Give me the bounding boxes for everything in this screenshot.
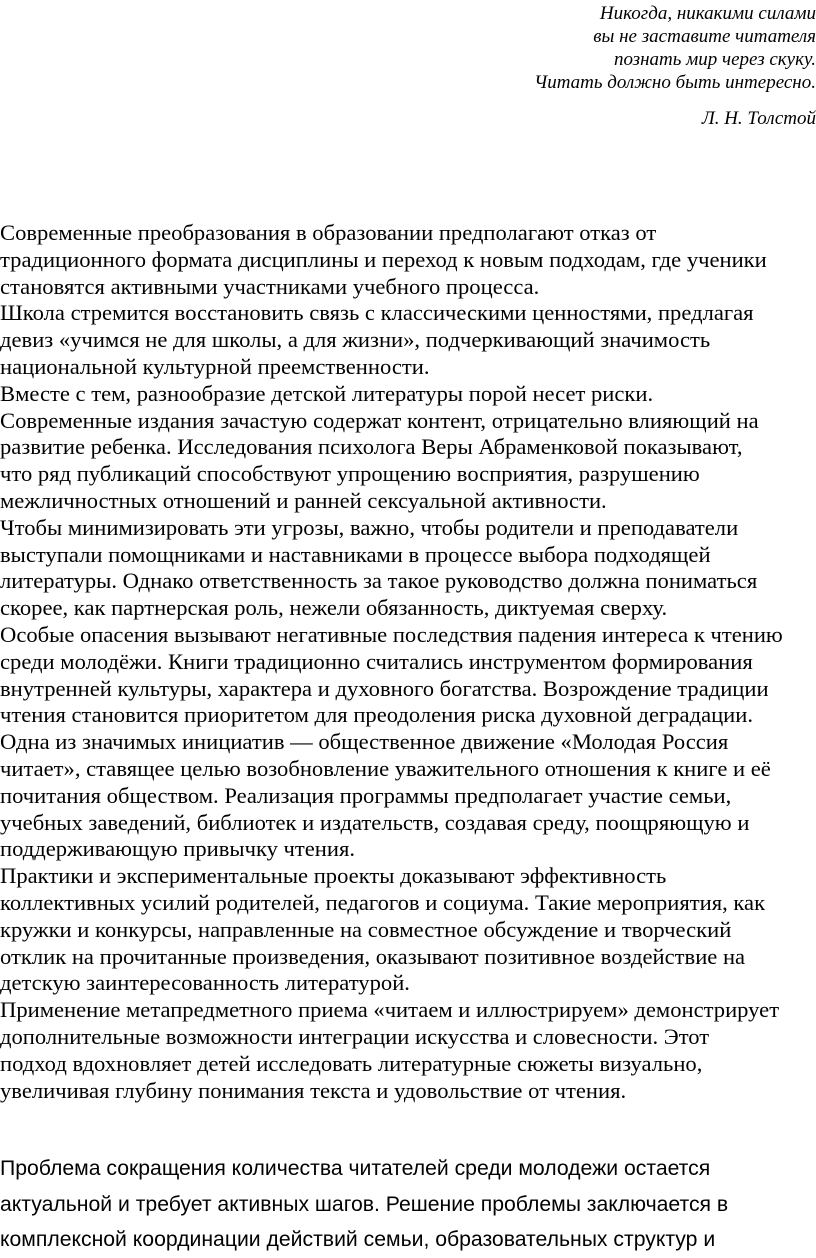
text-line: увеличивая глубину понимания текста и удовольствие от чтения. (0, 1077, 627, 1103)
text-line: Применение метапредметного приема «читаем и иллюстрируем» демонстрирует (0, 997, 780, 1023)
epigraph-line: Никогда, никакими силами (599, 3, 816, 24)
epigraph (256, 2, 816, 130)
text-line: Практики и экспериментальные проекты доказывают эффективность (0, 863, 667, 889)
text-line: развитие ребенка. Исследования психолога Веры Абраменковой показывают, (0, 434, 743, 460)
text-line: детскую заинтересованность литературой. (0, 970, 410, 996)
text-line: что ряд публикаций способствуют упрощению восприятия, разрушению (0, 461, 700, 487)
text-line: коллективных усилий родителей, педагогов и социума. Такие мероприятия, как (0, 889, 766, 915)
text-line: национальной культурной преемственности. (0, 353, 430, 379)
text-line: отклик на прочитанные произведения, оказывают позитивное воздействие на (0, 943, 746, 969)
text-line: внутренней культуры, характера и духовного богатства. Возрождение традиции (0, 675, 769, 701)
text-line: Чтобы минимизировать эти угрозы, важно, чтобы родители и преподаватели (0, 514, 739, 540)
text-line: становятся активными участниками учебного процесса. (0, 273, 540, 299)
text-line: Современные преобразования в образовании предполагают отказ от (0, 220, 657, 245)
text-line: Школа стремится восстановить связь с классическими ценностями, предлагая (0, 300, 754, 326)
closing-line: комплексной координации действий семьи, образовательных структур и (0, 1228, 716, 1251)
closing-paragraph (0, 1151, 816, 1258)
text-line: почитания обществом. Реализация программы предполагает участие семьи, (0, 782, 732, 808)
text-line: скорее, как партнерская роль, нежели обязанность, диктуемая сверху. (0, 595, 668, 621)
text-line: Особые опасения вызывают негативные последствия падения интереса к чтению (0, 621, 783, 647)
text-line: межличностных отношений и ранней сексуальной активности. (0, 487, 607, 513)
text-line: поддерживающую привычку чтения. (0, 836, 356, 862)
text-line: литературы. Однако ответственность за такое руководство должна пониматься (0, 568, 758, 594)
text-line: выступали помощниками и наставниками в процессе выбора подходящей (0, 541, 711, 567)
text-line: читает», ставящее целью возобновление уважительного отношения к книге и её (0, 755, 771, 781)
text-line: Современные издания зачастую содержат контент, отрицательно влияющий на (0, 407, 759, 433)
text-line: учебных заведений, библиотек и издательств, создавая среду, поощряющую и (0, 809, 750, 835)
text-line: Вместе с тем, разнообразие детской литературы порой несет риски. (0, 380, 654, 406)
text-line: Одна из значимых инициатив — общественное движение «Молодая Россия (0, 729, 729, 755)
text-line: дополнительные возможности интеграции искусства и словесности. Этот (0, 1023, 710, 1049)
text-line: среди молодёжи. Книги традиционно считались инструментом формирования (0, 648, 753, 674)
closing-line: актуальной и требует активных шагов. Решение проблемы заключается в (0, 1192, 729, 1216)
text-line: подход вдохновляет детей исследовать литературные сюжеты визуально, (0, 1050, 703, 1076)
epigraph-line: Читать должно быть интересно. (534, 72, 816, 93)
epigraph-author: Л. Н. Толстой (701, 108, 816, 129)
main-text (0, 220, 816, 1104)
text-line: кружки и конкурсы, направленные на совместное обсуждение и творческий (0, 916, 732, 942)
text-line: чтения становится приоритетом для преодоления риска духовной деградации. (0, 702, 754, 728)
epigraph-line: вы не заставите читателя (593, 26, 816, 47)
text-line: традиционного формата дисциплины и переход к новым подходам, где ученики (0, 246, 767, 272)
text-line: девиз «учимся не для школы, а для жизни», подчеркивающий значимость (0, 327, 711, 353)
closing-line: Проблема сокращения количества читателей среди молодежи остается (0, 1157, 711, 1180)
epigraph-line: познать мир через скуку. (613, 49, 816, 70)
